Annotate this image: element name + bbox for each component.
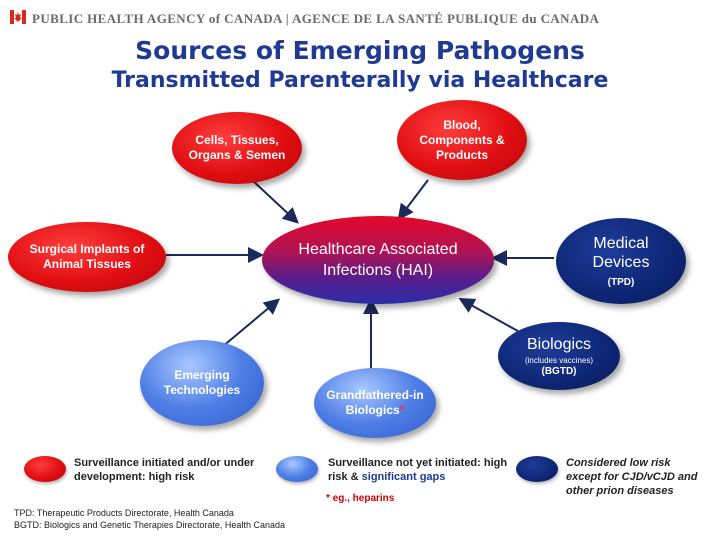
arrow-emerging [222,301,277,347]
node-cells-tissues [172,112,302,184]
asterisk-mark: * [399,403,405,417]
node-biologics [498,322,620,390]
footnote-heparins: * eg., heparins [326,493,395,504]
node-biologics-sub: (BGTD) [541,365,577,377]
node-blood-label: Blood, Components & Products [419,117,505,162]
node-biologics-note: (includes vaccines) [524,355,594,365]
node-surgical-implants [8,222,166,292]
page-subtitle: Transmitted Parenterally via Healthcare [111,68,609,93]
legend-swatch-navy [516,456,558,482]
node-devices-label: Medical Devices [592,235,650,271]
abbrev-tpd: TPD: Therapeutic Products Directorate, Health Canada [14,508,234,518]
node-devices-sub: (TPD) [607,277,635,288]
arrow-cells [252,180,296,221]
significant-gaps-text: significant gaps [361,471,446,483]
page-title: Sources of Emerging Pathogens [135,36,585,65]
node-grandfathered-label: Grandfathered-in Biologics* [326,388,424,417]
arrow-biologics [462,300,525,335]
legend-blue-text: Surveillance not yet initiated: high risk & significant gaps [328,457,508,483]
node-hai-label: Healthcare Associated Infections (HAI) [298,241,458,279]
agency-header: PUBLIC HEALTH AGENCY of CANADA | AGENCE DE LA SANTÉ PUBLIQUE du CANADA [32,11,600,26]
node-hai [262,216,494,304]
node-medical-devices [556,218,686,304]
node-blood-products [397,100,527,180]
node-cells-label: Cells, Tissues, Organs & Semen [188,133,286,162]
node-implants-label: Surgical Implants of Animal Tissues [29,242,145,271]
legend-navy-text: Considered low risk except for CJD/vCJD and other prion diseases [566,457,698,497]
arrow-blood [400,180,428,217]
node-grandfathered [314,368,436,438]
node-biologics-label: Biologics [526,335,592,353]
legend-red-text: Surveillance initiated and/or under development: high risk [74,457,255,483]
node-emerging-label: Emerging Technologies [163,368,241,397]
legend-swatch-red [24,456,66,482]
abbrev-bgtd: BGTD: Biologics and Genetic Therapies Directorate, Health Canada [14,520,285,530]
node-emerging-tech [140,340,264,426]
legend-swatch-blue [276,456,318,482]
